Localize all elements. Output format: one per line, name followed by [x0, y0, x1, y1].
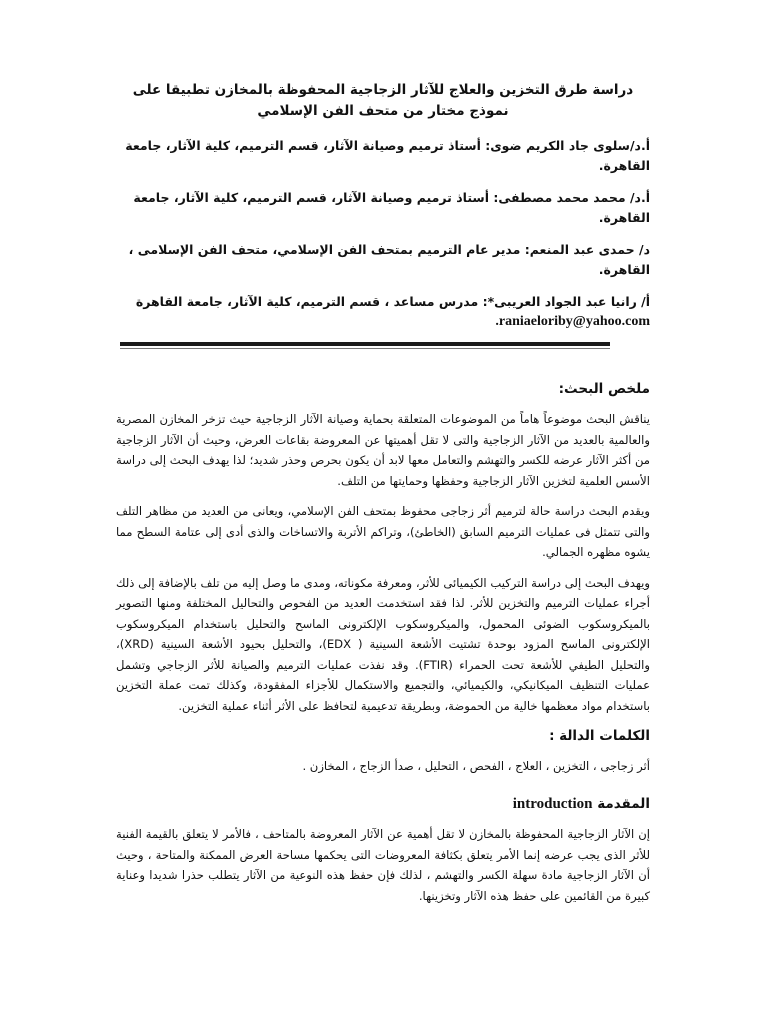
abstract-paragraph: يناقش البحث موضوعاً هاماً من الموضوعات المتعلقة بحماية وصيانة الآثار الزجاجية حيث تزخر المخازن المصرية والعالمية بالعديد من الآثار الزجاجية والتى لا تقل أهميتها عن المعروضة بقاعات العرض، وحيث أن الآثار الزجاجية من أكثر الآثار عرضه للكسر والتهشم والتعامل معها لابد أن يكون بحرص وحذر شديد؛ لذا يهدف البحث إلى دراسة الأسس العلمية لتخزين الآثار الزجاجية وحفظها وحمايتها من التلف. [116, 412, 650, 488]
author-email: .raniaeloriby@yahoo.com [495, 314, 650, 329]
author-line: أ.د/ محمد محمد مصطفى: أستاذ ترميم وصيانة الآثار، قسم الترميم، كلية الآثار، جامعة القاهرة. [133, 190, 650, 225]
abstract-heading: ملخص البحث: [558, 381, 650, 397]
abstract-paragraph: ويهدف البحث إلى دراسة التركيب الكيميائى للأثر، ومعرفة مكوناته، ومدى ما وصل إليه من تلف بالإضافة إلى ذلك أجراء عمليات الترميم والتخزين للأثر. لذا فقد استخدمت العديد من الفحوص والتحاليل المختلفة ومنها التصوير بالميكروسكوب الضوئى المحمول، والميكروسكوب الإلكترونى الماسح والتحليل باستخدام الميكروسكوب الإلكترونى الماسح المزود بوحدة تشتيت الأشعة السينية ( EDX)، والتحليل بحيود الأشعة السينية (XRD)، والتحليل الطيفي للأشعة تحت الحمراء (FTIR). وقد نفذت عمليات الترميم والصيانة للأثر الزجاجي وتشمل عمليات التنظيف الميكانيكي، والكيميائي، والتجميع والاستكمال للأجزاء المفقودة، وكذلك تمت عملة التخزين باستخدام مواد معظمها خالية من الحموضة، وبطريقة تدعيمية لتحافظ على الأثر أثناء عملية التخزين. [116, 575, 650, 713]
introduction-heading [116, 794, 650, 814]
keywords-text: أثر زجاجى ، التخزين ، العلاج ، الفحص ، التحليل ، صدأ الزجاج ، المخازن . [302, 759, 650, 773]
introduction-paragraph: إن الآثار الزجاجية المحفوظة بالمخازن لا تقل أهمية عن الآثار المعروضة بالمتاحف ، فالأمر لا يتعلق بالقيمة الفنية للأثر الذى يجب عرضه إنما الأمر يتعلق بكثافة المعروضات التى يحكمها مساحة العرض الممكنة والمتاحة ، وحيث أن الآثار الزجاجية مادة سهلة الكسر والتهشم ، لذلك فإن حفظ هذه النوعية من الآثار يتطلب حذرا شديدا وعناية كبيرة من القائمين على حفظ هذه الآثار وتخزينها. [116, 827, 650, 903]
introduction-heading-ar: المقدمة [597, 796, 650, 812]
keywords-heading: الكلمات الدالة : [549, 728, 650, 744]
author-line: د/ حمدى عبد المنعم: مدير عام الترميم بمتحف الفن الإسلامي، متحف الفن الإسلامى ، القاهرة. [128, 242, 650, 277]
abstract-paragraph: ويقدم البحث دراسة حالة لترميم أثر زجاجى محفوظ بمتحف الفن الإسلامي، ويعانى من العديد من مظاهر التلف والتى تتمثل فى عمليات الترميم السابق (الخاطئ)، وتراكم الأتربة والاتساخات والذى أدى إلى عتامة السطح مما يشوه مظهره الجمالي. [116, 504, 650, 559]
author-line: أ/ رانيا عبد الجواد العريبى*: مدرس مساعد ، قسم الترميم، كلية الآثار، جامعة القاهرة [135, 294, 650, 309]
paper-page [116, 80, 650, 916]
author-line: أ.د/سلوى جاد الكريم ضوى: أستاذ ترميم وصيانة الآثار، قسم الترميم، كلية الآثار، جامعة القاهرة. [125, 138, 650, 173]
introduction-heading-en: introduction [512, 796, 593, 812]
paper-title: دراسة طرق التخزين والعلاج للآثار الزجاجية المحفوظة بالمخازن تطبيقا على نموذج مختار من متحف الفن الإسلامي [132, 82, 634, 119]
header-divider [120, 342, 610, 346]
